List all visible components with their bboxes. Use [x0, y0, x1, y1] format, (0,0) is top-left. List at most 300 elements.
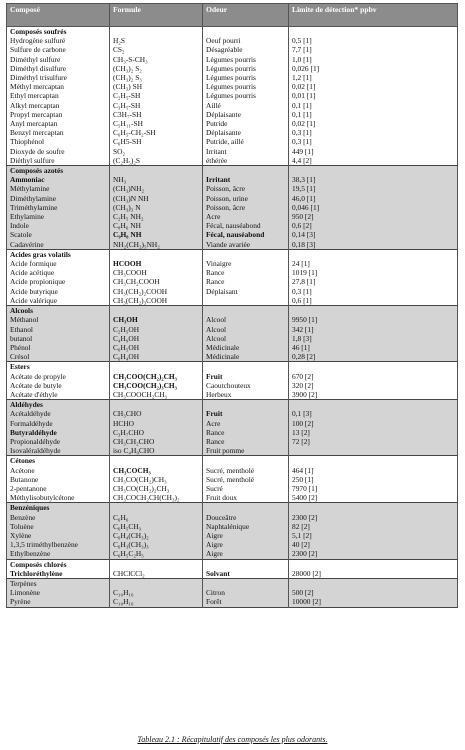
table-row — [7, 578, 458, 588]
cell-compound: Thiophénol — [7, 137, 110, 146]
cell-odor: Fécal, nauséabond — [203, 230, 289, 239]
cell-odor: Naphtalénique — [203, 522, 289, 531]
section-heading-row — [7, 249, 458, 259]
header-detection-limit: Limite de détection* ppbv — [289, 4, 458, 27]
cell-formula: CH₃OH — [110, 315, 203, 324]
table-row — [7, 531, 458, 540]
table-row — [7, 194, 458, 203]
table-row — [7, 315, 458, 324]
table-row — [7, 45, 458, 54]
cell-formula: H₂S — [110, 36, 203, 45]
cell-formula: HCOOH — [110, 259, 203, 268]
cell-detection-limit: 40 [2] — [289, 540, 458, 549]
cell-odor: Déplaisant — [203, 287, 289, 296]
cell-compound: Diméthylamine — [7, 194, 110, 203]
cell-compound: Terpènes — [7, 578, 110, 588]
table-section — [7, 306, 458, 362]
cell-compound: Pyrène — [7, 597, 110, 607]
cell-compound: Butyraldéhyde — [7, 428, 110, 437]
table-row — [7, 240, 458, 250]
cell-odor: Viande avariée — [203, 240, 289, 250]
empty-cell — [203, 456, 289, 466]
cell-compound: Triméthylamine — [7, 203, 110, 212]
cell-detection-limit — [289, 446, 458, 456]
cell-detection-limit: 0,1 [1] — [289, 101, 458, 110]
cell-detection-limit: 500 [2] — [289, 588, 458, 597]
cell-detection-limit: 19,5 [1] — [289, 184, 458, 193]
cell-detection-limit: 10000 [2] — [289, 597, 458, 607]
cell-odor: Rance — [203, 268, 289, 277]
cell-odor: Poisson, âcre — [203, 203, 289, 212]
table-row — [7, 372, 458, 381]
cell-odor: Poisson, urine — [203, 194, 289, 203]
table-section — [7, 559, 458, 578]
table-section — [7, 27, 458, 166]
cell-odor: Irritant — [203, 175, 289, 184]
cell-odor — [203, 296, 289, 306]
table-row — [7, 221, 458, 230]
empty-cell — [110, 27, 203, 37]
cell-detection-limit: 670 [2] — [289, 372, 458, 381]
table-row — [7, 446, 458, 456]
cell-odor: Déplaisante — [203, 128, 289, 137]
cell-detection-limit: 5,1 [2] — [289, 531, 458, 540]
cell-formula: (CH₃)₂ S₃ — [110, 73, 203, 82]
cell-compound: 2-pentanone — [7, 484, 110, 493]
cell-compound: Benzyl mercaptan — [7, 128, 110, 137]
cell-formula: (C₂H₅)₂S — [110, 156, 203, 166]
table-section — [7, 456, 458, 503]
cell-detection-limit: 46 [1] — [289, 343, 458, 352]
cell-detection-limit: 0,1 [3] — [289, 409, 458, 418]
section-heading-row — [7, 362, 458, 372]
cell-compound: Acétate de butyle — [7, 381, 110, 390]
cell-formula: C₆H₅C₂H₅ — [110, 549, 203, 559]
cell-compound: Ethylbenzène — [7, 549, 110, 559]
cell-detection-limit: 0,02 [1] — [289, 82, 458, 91]
cell-odor: Sucré — [203, 484, 289, 493]
cell-formula: (CH₃)NH₂ — [110, 184, 203, 193]
cell-odor: Irritant — [203, 147, 289, 156]
table-section — [7, 362, 458, 400]
cell-compound: Alkyl mercaptan — [7, 101, 110, 110]
table-row — [7, 475, 458, 484]
cell-odor: Alcool — [203, 325, 289, 334]
section-heading-row — [7, 400, 458, 410]
table-row — [7, 484, 458, 493]
table-section — [7, 166, 458, 250]
section-heading-row — [7, 456, 458, 466]
cell-formula: C₃H₇CHO — [110, 428, 203, 437]
cell-detection-limit: 0,046 [1] — [289, 203, 458, 212]
cell-detection-limit: 100 [2] — [289, 419, 458, 428]
cell-formula: C₆H₅CH₃ — [110, 522, 203, 531]
cell-compound: Cadavérine — [7, 240, 110, 250]
cell-odor: Solvant — [203, 569, 289, 579]
cell-compound: Sulfure de carbone — [7, 45, 110, 54]
cell-odor: Légumes pourris — [203, 55, 289, 64]
empty-cell — [289, 249, 458, 259]
cell-detection-limit: 1,8 [3] — [289, 334, 458, 343]
cell-odor: Aigre — [203, 540, 289, 549]
section-heading-row — [7, 559, 458, 569]
cell-odor: Rance — [203, 277, 289, 286]
empty-cell — [289, 400, 458, 410]
cell-formula: C₅H₁₁-SH — [110, 119, 203, 128]
cell-formula: CH₃CH₂CHO — [110, 437, 203, 446]
cell-formula: CH₃COCH₂CH(CH₃)₂ — [110, 493, 203, 503]
cell-compound: Diméthyl trisulfure — [7, 73, 110, 82]
empty-cell — [203, 559, 289, 569]
section-heading-row — [7, 503, 458, 513]
cell-formula: (CH₃)N NH — [110, 194, 203, 203]
cell-detection-limit: 3900 [2] — [289, 390, 458, 400]
empty-cell — [203, 503, 289, 513]
cell-detection-limit: 82 [2] — [289, 522, 458, 531]
cell-odor: Fruit — [203, 409, 289, 418]
cell-formula: C₆H₄(CH₃)₂ — [110, 531, 203, 540]
cell-compound: Ammoniac — [7, 175, 110, 184]
empty-cell — [289, 503, 458, 513]
table-row — [7, 119, 458, 128]
empty-cell — [110, 362, 203, 372]
cell-detection-limit: 950 [2] — [289, 212, 458, 221]
section-heading-row — [7, 166, 458, 176]
table-row — [7, 287, 458, 296]
cell-detection-limit: 0,3 [1] — [289, 287, 458, 296]
table-row — [7, 513, 458, 522]
table-row — [7, 73, 458, 82]
empty-cell — [289, 166, 458, 176]
cell-odor: Aigre — [203, 531, 289, 540]
cell-odor: Médicinale — [203, 343, 289, 352]
odorant-compounds-table — [6, 3, 458, 608]
table-row — [7, 203, 458, 212]
cell-odor: Poisson, âcre — [203, 184, 289, 193]
cell-formula: CH₃COOH — [110, 268, 203, 277]
table-row — [7, 64, 458, 73]
cell-formula: C₈H₆ NH — [110, 221, 203, 230]
cell-formula: C₃H₅-SH — [110, 101, 203, 110]
cell-compound: Butanone — [7, 475, 110, 484]
section-title: Composés chlorés — [7, 559, 110, 569]
cell-formula: CH₃(CH₂)₂COOH — [110, 287, 203, 296]
table-caption: Tableau 2.1 : Récapitulatif des composés les plus odorants. — [137, 735, 328, 744]
empty-cell — [289, 27, 458, 37]
table-row — [7, 381, 458, 390]
cell-formula: NH₃ — [110, 175, 203, 184]
cell-odor: Forêt — [203, 597, 289, 607]
cell-compound: Acide propionique — [7, 277, 110, 286]
cell-odor: Caoutchouteux — [203, 381, 289, 390]
cell-formula: C3H₇-SH — [110, 110, 203, 119]
empty-cell — [289, 559, 458, 569]
cell-detection-limit: 5400 [2] — [289, 493, 458, 503]
cell-detection-limit: 0,18 [3] — [289, 240, 458, 250]
cell-odor: Légumes pourris — [203, 91, 289, 100]
cell-odor — [203, 578, 289, 588]
cell-odor: Acre — [203, 212, 289, 221]
cell-detection-limit: 9950 [1] — [289, 315, 458, 324]
cell-compound: Ethanol — [7, 325, 110, 334]
cell-formula: CH₃CO(CH₂)CH₃ — [110, 475, 203, 484]
section-heading-row — [7, 27, 458, 37]
cell-odor: Putride, aillé — [203, 137, 289, 146]
cell-compound: Diméthyl disulfure — [7, 64, 110, 73]
cell-detection-limit: 7970 [1] — [289, 484, 458, 493]
table-row — [7, 175, 458, 184]
table-row — [7, 36, 458, 45]
cell-compound: Hydrogène sulfuré — [7, 36, 110, 45]
table-row — [7, 268, 458, 277]
cell-odor: Alcool — [203, 315, 289, 324]
cell-compound: Scatole — [7, 230, 110, 239]
cell-compound: Diéthyl sulfure — [7, 156, 110, 166]
cell-odor: Putride — [203, 119, 289, 128]
cell-formula: (CH₃) SH — [110, 82, 203, 91]
cell-compound: Propionaldéhyde — [7, 437, 110, 446]
cell-odor: Rance — [203, 437, 289, 446]
cell-formula: CH₃COOCH₂CH₃ — [110, 390, 203, 400]
table-row — [7, 212, 458, 221]
table-row — [7, 334, 458, 343]
cell-formula: C₁₀H₁₆ — [110, 588, 203, 597]
cell-formula: C₄H₉OH — [110, 334, 203, 343]
cell-compound: Acide valérique — [7, 296, 110, 306]
cell-formula: CH₃CH₂COOH — [110, 277, 203, 286]
section-title: Esters — [7, 362, 110, 372]
table-row — [7, 137, 458, 146]
cell-formula: CH₃COCH₃ — [110, 466, 203, 475]
cell-formula: iso C₄H₉CHO — [110, 446, 203, 456]
table-row — [7, 597, 458, 607]
empty-cell — [110, 166, 203, 176]
cell-odor: Sucré, mentholé — [203, 475, 289, 484]
cell-detection-limit: 38,3 [1] — [289, 175, 458, 184]
cell-detection-limit: 27,8 [1] — [289, 277, 458, 286]
table-row — [7, 540, 458, 549]
cell-formula: CH₃(CH₂)₃COOH — [110, 296, 203, 306]
cell-detection-limit: 0,026 [1] — [289, 64, 458, 73]
cell-odor: Acre — [203, 419, 289, 428]
table-section — [7, 249, 458, 305]
cell-odor: Légumes pourris — [203, 73, 289, 82]
cell-detection-limit: 464 [1] — [289, 466, 458, 475]
empty-cell — [203, 166, 289, 176]
cell-formula: CH₃COO(CH₂)₃CH₃ — [110, 381, 203, 390]
cell-formula: HCHO — [110, 419, 203, 428]
cell-formula: C₉H₈ NH — [110, 230, 203, 239]
cell-compound: Acide acétique — [7, 268, 110, 277]
empty-cell — [289, 362, 458, 372]
cell-detection-limit: 0,14 [3] — [289, 230, 458, 239]
table-row — [7, 82, 458, 91]
cell-detection-limit: 0,6 [2] — [289, 221, 458, 230]
section-title: Composés soufrés — [7, 27, 110, 37]
cell-detection-limit: 250 [1] — [289, 475, 458, 484]
cell-detection-limit: 342 [1] — [289, 325, 458, 334]
cell-odor: Alcool — [203, 334, 289, 343]
cell-formula: C₆H₅OH — [110, 343, 203, 352]
empty-cell — [110, 306, 203, 316]
cell-detection-limit: 0,02 [1] — [289, 119, 458, 128]
cell-compound: Ethyl mercaptan — [7, 91, 110, 100]
cell-compound: Ethylamine — [7, 212, 110, 221]
cell-odor: Rance — [203, 428, 289, 437]
cell-detection-limit: 320 [2] — [289, 381, 458, 390]
cell-formula: CHClCCl₂ — [110, 569, 203, 579]
cell-compound: Indole — [7, 221, 110, 230]
section-title: Acides gras volatils — [7, 249, 110, 259]
cell-formula: C₆H₃(CH₃)₃ — [110, 540, 203, 549]
cell-odor: Déplaisante — [203, 110, 289, 119]
cell-odor: Douceâtre — [203, 513, 289, 522]
cell-odor: Citron — [203, 588, 289, 597]
cell-formula: C₂H₅-SH — [110, 91, 203, 100]
cell-formula: NH₂(CH₂)₅NH₂ — [110, 240, 203, 250]
cell-odor: Oeuf pourri — [203, 36, 289, 45]
cell-detection-limit: 449 [1] — [289, 147, 458, 156]
table-row — [7, 91, 458, 100]
header-odor: Odeur — [203, 4, 289, 27]
cell-detection-limit: 28000 [2] — [289, 569, 458, 579]
cell-compound: Méthylisobutylcétone — [7, 493, 110, 503]
cell-compound: Acétate d'éthyle — [7, 390, 110, 400]
cell-formula: (CH₃)₂ S₂ — [110, 64, 203, 73]
cell-detection-limit: 13 [2] — [289, 428, 458, 437]
cell-compound: Diméthyl sulfure — [7, 55, 110, 64]
cell-formula: CH₃CHO — [110, 409, 203, 418]
empty-cell — [203, 400, 289, 410]
table-row — [7, 588, 458, 597]
table-row — [7, 296, 458, 306]
cell-formula: C₆H₅-CH₂-SH — [110, 128, 203, 137]
section-title: Benzéniques — [7, 503, 110, 513]
table-row — [7, 259, 458, 268]
empty-cell — [110, 400, 203, 410]
cell-formula: C₆H₆ — [110, 513, 203, 522]
cell-detection-limit: 1019 [1] — [289, 268, 458, 277]
cell-compound: Anyl mercaptan — [7, 119, 110, 128]
cell-detection-limit: 24 [1] — [289, 259, 458, 268]
cell-odor: Fécal, nauséabond — [203, 221, 289, 230]
table-row — [7, 549, 458, 559]
table-section — [7, 503, 458, 559]
table-row — [7, 156, 458, 166]
empty-cell — [289, 306, 458, 316]
section-title: Alcools — [7, 306, 110, 316]
cell-detection-limit: 0,6 [1] — [289, 296, 458, 306]
cell-compound: Acétone — [7, 466, 110, 475]
cell-odor: Aigre — [203, 549, 289, 559]
table-row — [7, 55, 458, 64]
cell-odor: Herbeux — [203, 390, 289, 400]
cell-compound: Crésol — [7, 352, 110, 362]
table-row — [7, 128, 458, 137]
cell-compound: Isovaléraldéhyde — [7, 446, 110, 456]
table-row — [7, 466, 458, 475]
table-row — [7, 325, 458, 334]
table-row — [7, 147, 458, 156]
cell-odor: Légumes pourris — [203, 82, 289, 91]
cell-formula — [110, 578, 203, 588]
cell-formula: CH₃-S-CH₃ — [110, 55, 203, 64]
cell-detection-limit: 0,3 [1] — [289, 137, 458, 146]
table-row — [7, 409, 458, 418]
cell-odor: Sucré, mentholé — [203, 466, 289, 475]
cell-formula: C₁₀H₁₆ — [110, 597, 203, 607]
header-formula: Formule — [110, 4, 203, 27]
cell-compound: Méthanol — [7, 315, 110, 324]
cell-compound: Propyl mercaptan — [7, 110, 110, 119]
cell-odor: éthérée — [203, 156, 289, 166]
table-row — [7, 522, 458, 531]
table-row — [7, 110, 458, 119]
cell-formula: C₆H5-SH — [110, 137, 203, 146]
table-row — [7, 419, 458, 428]
empty-cell — [203, 27, 289, 37]
empty-cell — [110, 249, 203, 259]
empty-cell — [110, 503, 203, 513]
cell-compound: Toluène — [7, 522, 110, 531]
cell-detection-limit — [289, 578, 458, 588]
empty-cell — [110, 456, 203, 466]
cell-compound: Méthyl mercaptan — [7, 82, 110, 91]
cell-compound: butanol — [7, 334, 110, 343]
cell-compound: Acétaldéhyde — [7, 409, 110, 418]
empty-cell — [110, 559, 203, 569]
table-row — [7, 184, 458, 193]
table-row — [7, 569, 458, 579]
table-row — [7, 390, 458, 400]
cell-compound: Acide butyrique — [7, 287, 110, 296]
cell-detection-limit: 2300 [2] — [289, 549, 458, 559]
table-row — [7, 101, 458, 110]
cell-compound: Acétate de propyle — [7, 372, 110, 381]
empty-cell — [203, 249, 289, 259]
cell-compound: Xylène — [7, 531, 110, 540]
table-header — [7, 4, 458, 27]
cell-compound: Phénol — [7, 343, 110, 352]
cell-odor: Médicinale — [203, 352, 289, 362]
cell-formula: CH₃COO(CH₂)₂CH₃ — [110, 372, 203, 381]
cell-detection-limit: 4,4 [2] — [289, 156, 458, 166]
table-row — [7, 352, 458, 362]
cell-detection-limit: 0,28 [2] — [289, 352, 458, 362]
cell-odor: Vinaigre — [203, 259, 289, 268]
cell-detection-limit: 46,0 [1] — [289, 194, 458, 203]
section-title: Aldéhydes — [7, 400, 110, 410]
table-section — [7, 400, 458, 456]
cell-detection-limit: 0,5 [1] — [289, 36, 458, 45]
cell-formula: CS₂ — [110, 45, 203, 54]
empty-cell — [203, 362, 289, 372]
cell-compound: Benzène — [7, 513, 110, 522]
cell-detection-limit: 7,7 [1] — [289, 45, 458, 54]
cell-compound: Acide formique — [7, 259, 110, 268]
cell-detection-limit: 1,0 [1] — [289, 55, 458, 64]
table-row — [7, 437, 458, 446]
cell-odor: Fruit pomme — [203, 446, 289, 456]
table-row — [7, 428, 458, 437]
section-title: Composés azotés — [7, 166, 110, 176]
cell-compound: Limonène — [7, 588, 110, 597]
cell-formula: C₆H₄OH — [110, 352, 203, 362]
cell-odor: Aillé — [203, 101, 289, 110]
cell-formula: C₂H₅OH — [110, 325, 203, 334]
cell-formula: SO₂ — [110, 147, 203, 156]
table-row — [7, 493, 458, 503]
